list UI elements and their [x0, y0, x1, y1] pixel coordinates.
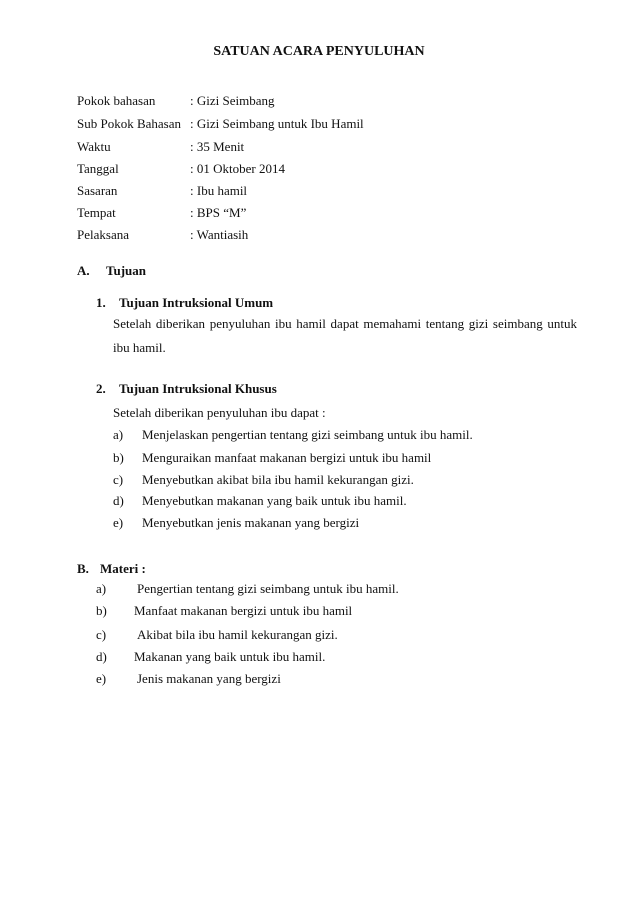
list-item-text: Makanan yang baik untuk ibu hamil. [134, 649, 326, 664]
subsection-2-intro: Setelah diberikan penyuluhan ibu dapat : [113, 405, 326, 420]
list-item-letter: e) [96, 671, 107, 686]
info-label: Sasaran [77, 183, 118, 198]
subsection-2-number: 2. [96, 381, 106, 396]
list-item-text: Jenis makanan yang bergizi [137, 671, 281, 686]
list-item-text: Menyebutkan jenis makanan yang bergizi [142, 515, 360, 530]
info-label: Waktu [77, 139, 111, 154]
info-label: Pelaksana [77, 227, 129, 242]
info-label: Sub Pokok Bahasan [77, 116, 181, 131]
section-a-letter: A. [77, 263, 90, 278]
list-item-text: Menyebutkan makanan yang baik untuk ibu hamil. [142, 493, 407, 508]
section-a-heading: Tujuan [106, 263, 146, 278]
list-item-text: Menyebutkan akibat bila ibu hamil kekurangan gizi. [142, 472, 414, 487]
info-label: Tanggal [77, 161, 119, 176]
list-item-text: Menguraikan manfaat makanan bergizi untuk ibu hamil [142, 450, 432, 465]
info-value: : Gizi Seimbang untuk Ibu Hamil [190, 116, 364, 131]
info-value: : Ibu hamil [190, 183, 248, 198]
subsection-1-number: 1. [96, 295, 106, 310]
list-item-letter: a) [113, 427, 124, 442]
info-label: Tempat [77, 205, 116, 220]
list-item-letter: e) [113, 515, 124, 530]
info-value: : 01 Oktober 2014 [190, 161, 285, 176]
list-item-letter: b) [96, 603, 107, 618]
list-item-letter: d) [113, 493, 124, 508]
list-item-text: Akibat bila ibu hamil kekurangan gizi. [137, 627, 338, 642]
subsection-1-heading: Tujuan Intruksional Umum [119, 295, 274, 310]
section-b-heading: Materi : [100, 561, 146, 576]
subsection-1-paragraph: Setelah diberikan penyuluhan ibu hamil dapat memahami tentang gizi seimbang untuk ibu hamil. [113, 316, 577, 355]
list-item-text: Menjelaskan pengertian tentang gizi seimbang untuk ibu hamil. [142, 427, 473, 442]
list-item-letter: c) [96, 627, 107, 642]
section-b-letter: B. [77, 561, 89, 576]
list-item-text: Manfaat makanan bergizi untuk ibu hamil [134, 603, 353, 618]
info-label: Pokok bahasan [77, 93, 156, 108]
list-item-letter: b) [113, 450, 124, 465]
info-value: : Wantiasih [190, 227, 249, 242]
list-item-letter: a) [96, 581, 107, 596]
list-item-letter: c) [113, 472, 124, 487]
list-item-letter: d) [96, 649, 107, 664]
info-value: : Gizi Seimbang [190, 93, 275, 108]
info-value: : BPS “M” [190, 205, 247, 220]
document-title: SATUAN ACARA PENYULUHAN [213, 44, 425, 59]
subsection-2-heading: Tujuan Intruksional Khusus [119, 381, 277, 396]
info-value: : 35 Menit [190, 139, 245, 154]
list-item-text: Pengertian tentang gizi seimbang untuk ibu hamil. [137, 581, 399, 596]
